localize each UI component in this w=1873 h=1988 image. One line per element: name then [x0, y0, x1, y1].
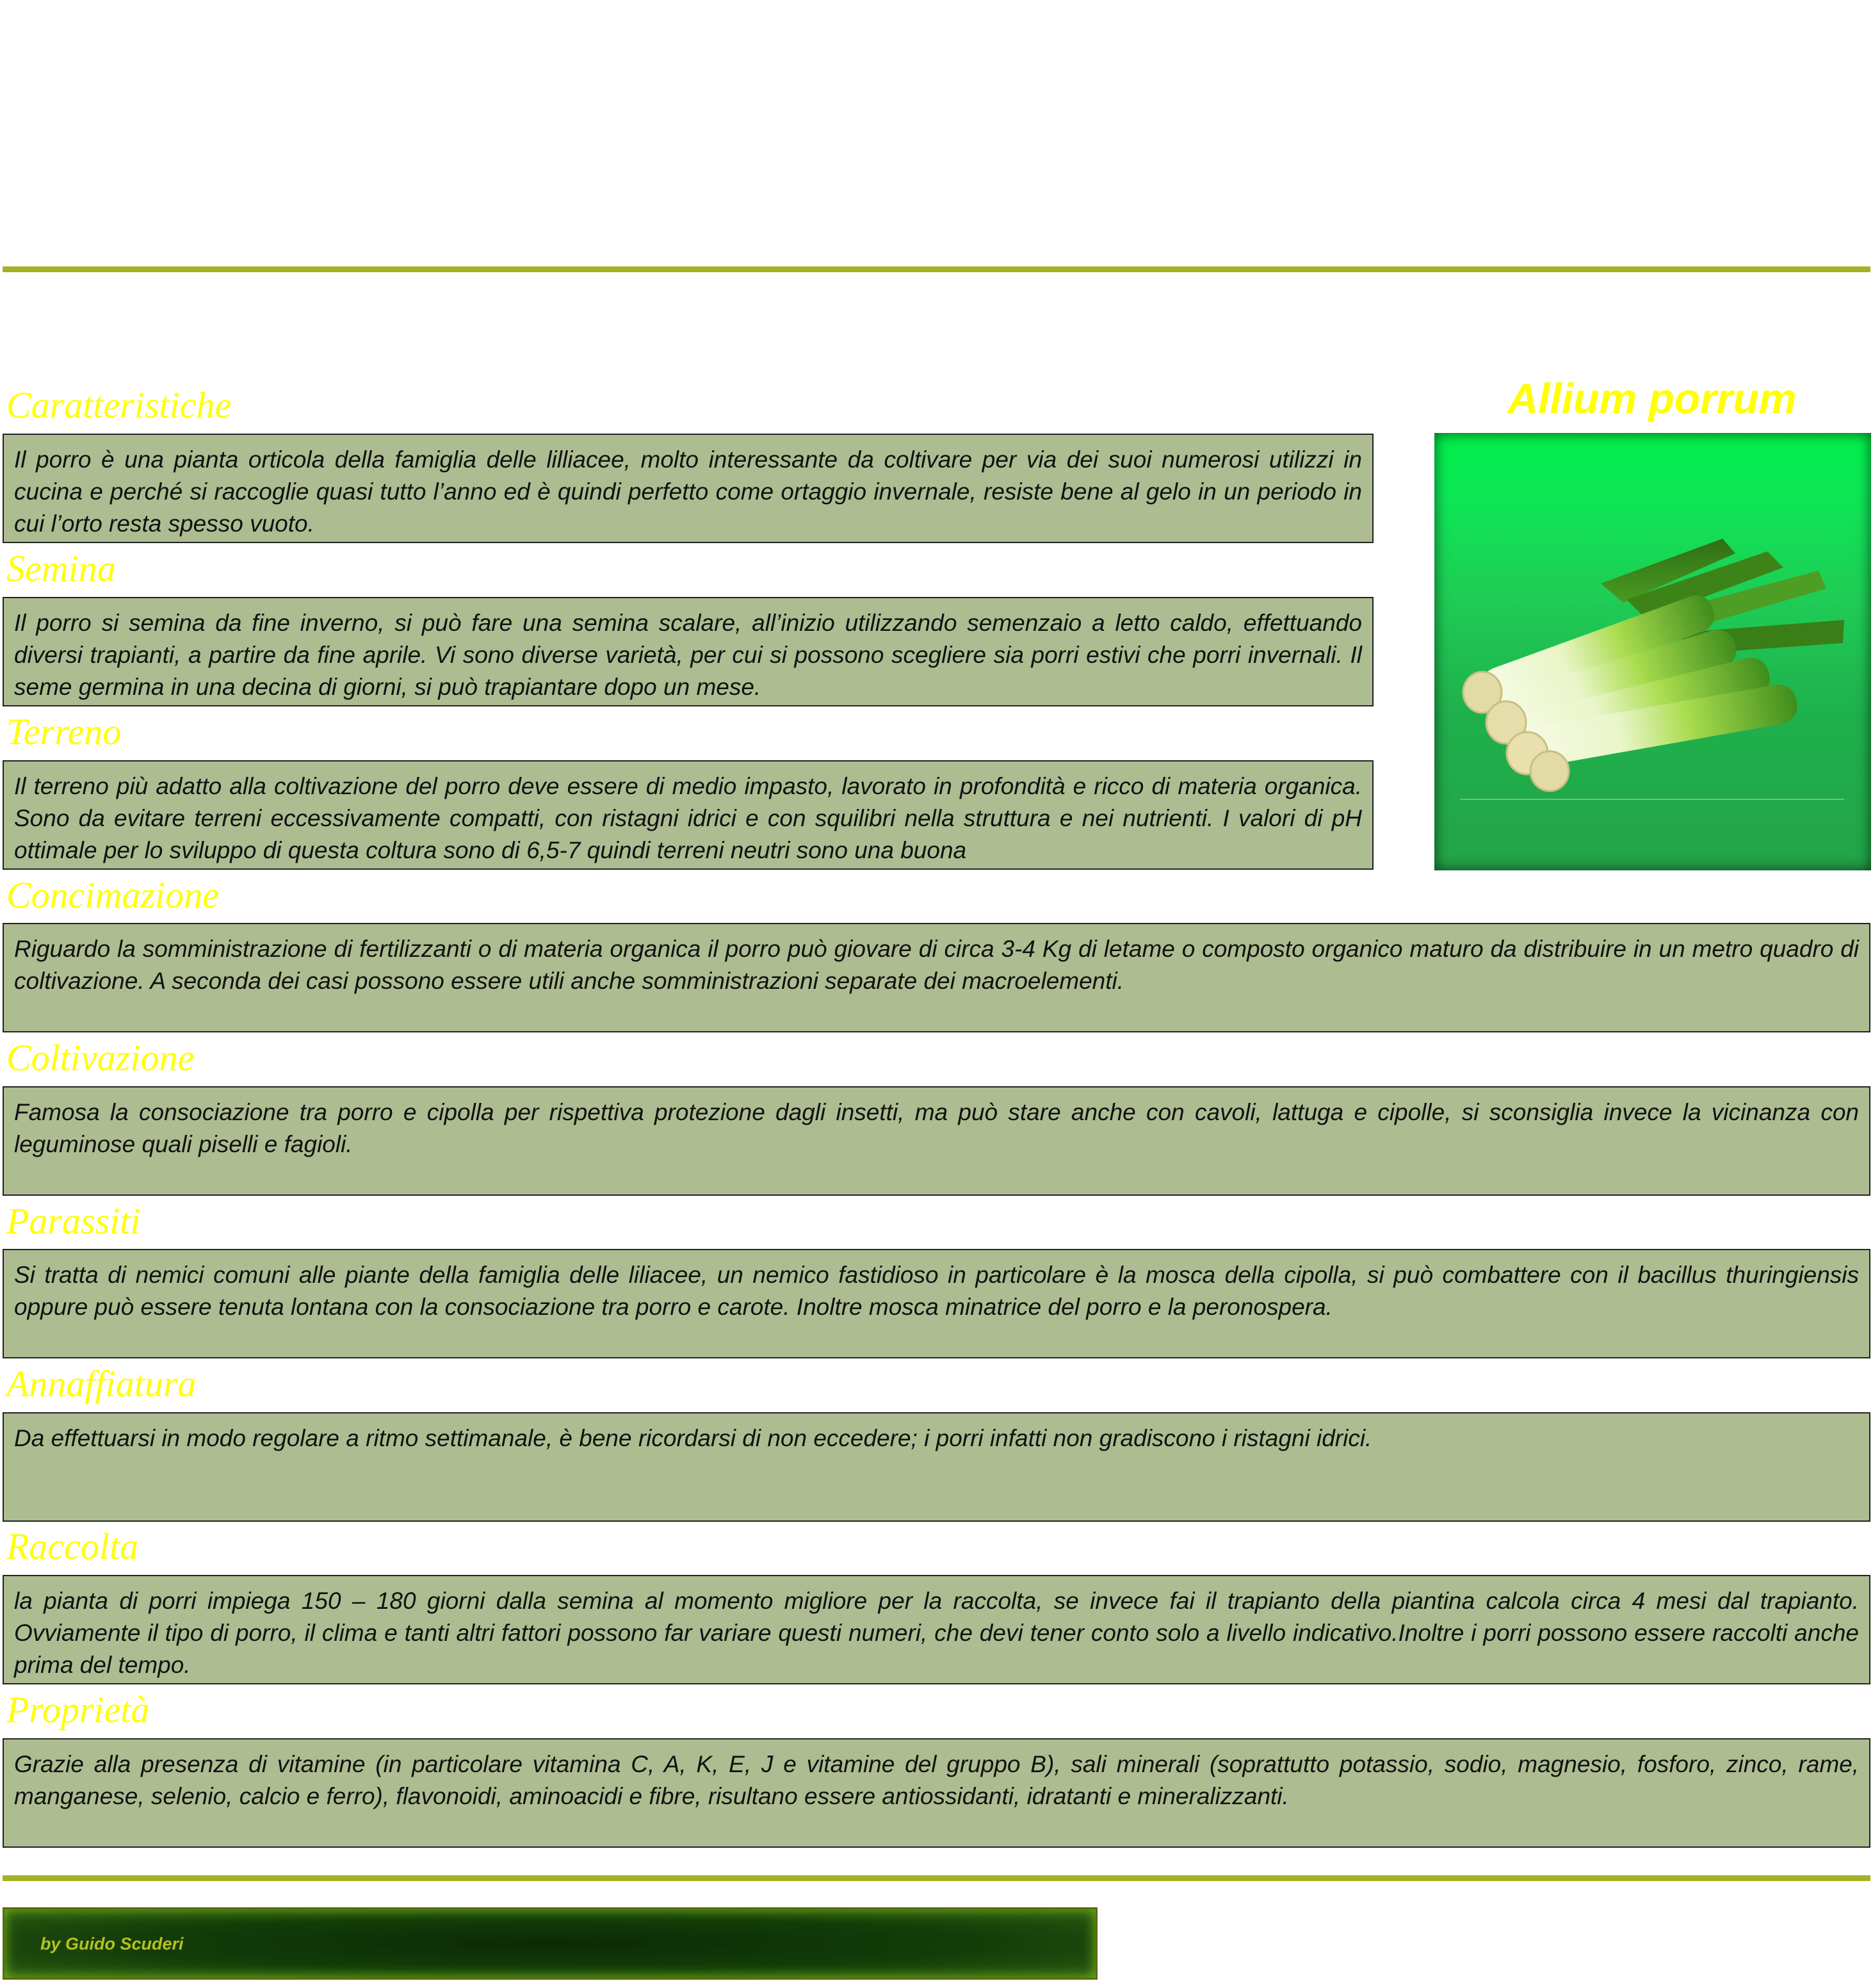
section-title-raccolta: Raccolta: [6, 1526, 139, 1567]
section-box-terreno: Il terreno più adatto alla coltivazione del porro deve essere di medio impasto, lavorato in profondità e ricco di materia organica. Sono da evitare terreni eccessivamente compatti, con ristagni idrici e con squilibri nella struttura e nei nutrienti. I valori di pH ottimale per lo sviluppo di questa coltura sono di 6,5-7 quindi terreni neutri sono una buona: [3, 760, 1374, 870]
section-box-proprieta: Grazie alla presenza di vitamine (in particolare vitamina C, A, K, E, J e vitamine del gruppo B), sali minerali (soprattutto potassio, sodio, magnesio, fosforo, zinco, rame, manganese, selenio, calcio e ferro), flavonoidi, aminoacidi e fibre, risultano essere antiossidanti, idratanti e mineralizzanti.: [3, 1738, 1870, 1848]
leek-illustration: [1434, 433, 1871, 870]
plant-title: Allium porrum: [1507, 375, 1797, 422]
section-title-semina: Semina: [6, 548, 116, 589]
section-title-terreno: Terreno: [6, 711, 122, 753]
section-box-semina: Il porro si semina da fine inverno, si può fare una semina scalare, all’inizio utilizzando semenzaio a letto caldo, effettuando diversi trapianti, a partire da fine aprile. Vi sono diverse varietà, per cui si possono scegliere sia porri estivi che porri invernali. Il seme germina in una decina di giorni, si può trapiantare dopo un mese.: [3, 597, 1374, 706]
section-title-coltivazione: Coltivazione: [6, 1037, 195, 1079]
section-box-annaffiatura: Da effettuarsi in modo regolare a ritmo settimanale, è bene ricordarsi di non eccedere; i porri infatti non gradiscono i ristagni idrici.: [3, 1412, 1870, 1522]
section-box-caratteristiche: Il porro è una pianta orticola della famiglia delle lilliacee, molto interessante da coltivare per via dei suoi numerosi utilizzi in cucina e perché si raccoglie quasi tutto l’anno ed è quindi perfetto come ortaggio invernale, resiste bene al gelo in un periodo in cui l’orto resta spesso vuoto.: [3, 434, 1374, 543]
section-box-parassiti: Si tratta di nemici comuni alle piante della famiglia delle liliacee, un nemico fastidioso in particolare è la mosca della cipolla, si può combattere con il bacillus thuringiensis oppure può essere tenuta lontana con la consociazione tra porro e carote. Inoltre mosca minatrice del porro e la peronospera.: [3, 1249, 1870, 1358]
section-title-caratteristiche: Caratteristiche: [6, 384, 232, 426]
section-title-proprieta: Proprietà: [6, 1689, 150, 1731]
footer-credit-bar: [3, 1907, 1098, 1980]
section-title-annaffiatura: Annaffiatura: [6, 1363, 197, 1405]
top-divider: [3, 266, 1870, 272]
bottom-divider: [3, 1875, 1870, 1881]
footer-credit: by Guido Scuderi: [40, 1934, 184, 1953]
section-box-raccolta: la pianta di porri impiega 150 – 180 giorni dalla semina al momento migliore per la raccolta, se invece fai il trapianto della piantina calcola circa 4 mesi dal trapianto. Ovviamente il tipo di porro, il clima e tanti altri fattori possono far variare questi numeri, che devi tener conto solo a livello indicativo.Inoltre i porri possono essere raccolti anche prima del tempo.: [3, 1575, 1870, 1684]
section-box-coltivazione: Famosa la consociazione tra porro e cipolla per rispettiva protezione dagli insetti, ma può stare anche con cavoli, lattuga e cipolle, si sconsiglia invece la vicinanza con leguminose quali piselli e fagioli.: [3, 1086, 1870, 1196]
section-box-concimazione: Riguardo la somministrazione di fertilizzanti o di materia organica il porro può giovare di circa 3-4 Kg di letame o composto organico maturo da distribuire in un metro quadro di coltivazione. A seconda dei casi possono essere utili anche somministrazioni separate dei macroelementi.: [3, 923, 1870, 1032]
section-title-parassiti: Parassiti: [6, 1200, 141, 1242]
leek-photo: [1434, 433, 1871, 870]
section-title-concimazione: Concimazione: [6, 874, 219, 916]
